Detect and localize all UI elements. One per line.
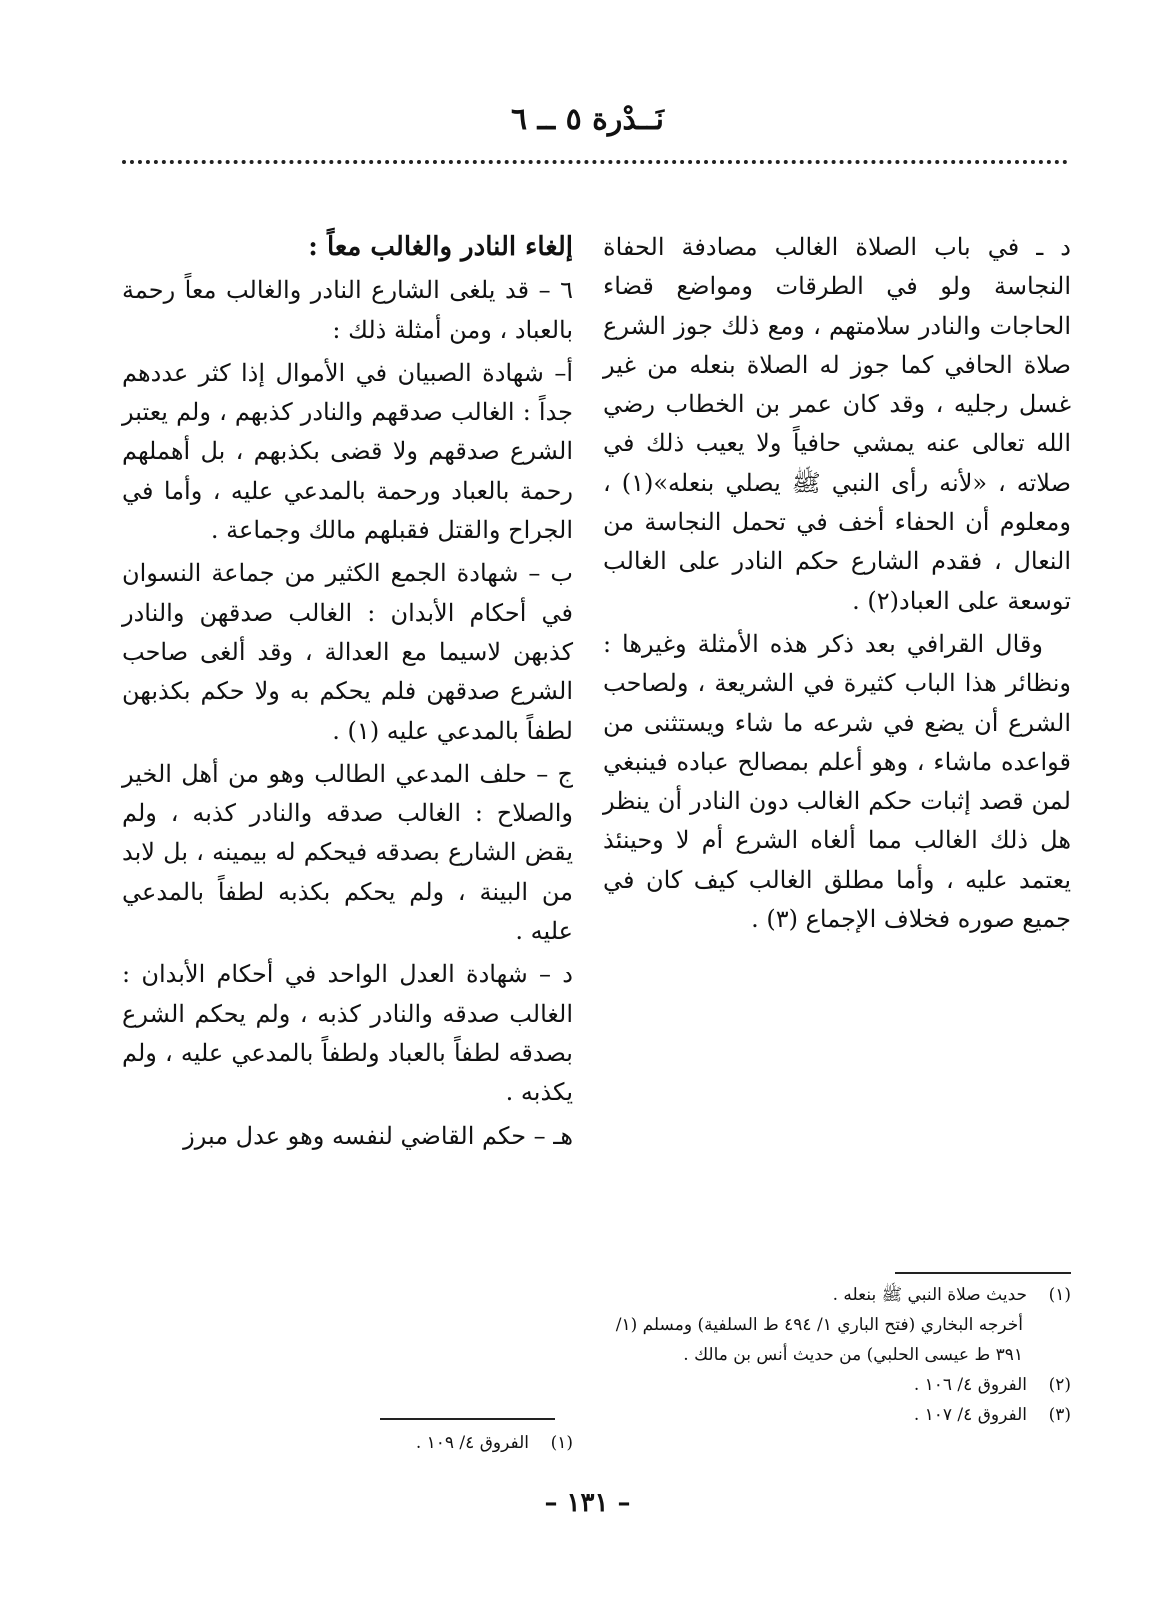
body-paragraph: د – شهادة العدل الواحد في أحكام الأبدان : الغالب صدقه والنادر كذبه ، ولم يحكم الشرع بصدقه لطفاً بالعباد ولطفاً بالمدعي عليه ، ولم يكذبه . [122, 960, 573, 1107]
body-paragraph: ب – شهادة الجمع الكثير من جماعة النسوان في أحكام الأبدان : الغالب صدقهن والنادر كذبهن لاسيما مع العدالة ، وقد ألغى صاحب الشرع صدقهن فلم يحكم به ولا حكم بكذبهن لطفاً بالمدعي عليه (١) . [122, 559, 573, 745]
left-column [122, 228, 573, 1160]
footnotes-right [603, 1280, 1071, 1430]
body-paragraph: د ـ في باب الصلاة الغالب مصادفة الحفاة النجاسة ولو في الطرقات ومواضع قضاء الحاجات والنادر سلامتهم ، ومع ذلك جوز الشرع صلاة الحافي كما جوز له الصلاة بنعله من غير غسل رجليه ، وقد كان عمر بن الخطاب رضي الله تعالى عنه يمشي حافياً ولا يعيب ذلك في صلاته ، «لأنه رأى النبي ﷺ يصلي بنعله»(١) ، ومعلوم أن الحفاء أخف في تحمل النجاسة من النعال ، فقدم الشارع حكم النادر على الغالب توسعة على العباد(٢) . [603, 233, 1071, 615]
section-heading: إلغاء النادر والغالب معاً : [308, 232, 573, 262]
body-paragraph: وقال القرافي بعد ذكر هذه الأمثلة وغيرها : ونظائر هذا الباب كثيرة في الشريعة ، ولصاحب الشرع أن يضع في شرعه ما شاء ويستثنى من قواعده ماشاء ، وهو أعلم بمصالح عباده فينبغي لمن قصد إثبات حكم الغالب دون النادر أن ينظر هل ذلك الغالب مما ألغاه الشرع أم لا وحينئذ يعتمد عليه ، وأما مطلق الغالب كيف كان في جميع صوره فخلاف الإجماع (٣) . [603, 629, 1071, 934]
footnote [603, 1280, 1071, 1310]
footnote-separator [380, 1418, 555, 1420]
body-paragraph: أ– شهادة الصبيان في الأموال إذا كثر عددهم جداً : الغالب صدقهم والنادر كذبهم ، ولم يعتبر الشرع صدقهم ولا قضى بكذبهم ، بل أهملهم رحمة بالعباد ورحمة بالمدعي عليه ، وأما في الجراح والقتل فقبلهم مالك وجماعة . [122, 358, 573, 545]
page-number: – ١٣١ – [544, 1488, 631, 1518]
header-dotted-rule [122, 160, 1068, 164]
footnote-text: الفروق ٤/ ١٠٦ . [913, 1375, 1027, 1395]
body-paragraph: ج – حلف المدعي الطالب وهو من أهل الخير والصلاح : الغالب صدقه والنادر كذبه ، ولم يقض الشارع بصدقه فيحكم له بيمينه ، بل لابد من البينة ، ولم يحكم بكذبه لطفاً بالمدعي عليه . [122, 759, 573, 946]
footnote-number: (١) [1048, 1285, 1071, 1305]
right-column [603, 228, 1071, 943]
body-paragraph: ٦ – قد يلغى الشارع النادر والغالب معاً رحمة بالعباد ، ومن أمثلة ذلك : [122, 276, 573, 344]
footnote-separator [895, 1272, 1071, 1274]
footnote-continuation: أخرجه البخاري (فتح الباري ١/ ٤٩٤ ط السلفية) ومسلم (١/ ٣٩١ ط عيسى الحلبي) من حديث أنس بن مالك . [615, 1315, 1023, 1365]
footnote-number: (٢) [1048, 1375, 1071, 1395]
footnote-number: (٣) [1048, 1405, 1071, 1425]
footnote-text: حديث صلاة النبي ﷺ بنعله . [832, 1285, 1027, 1305]
running-header: نَــدْرة ٥ ــ ٦ [510, 102, 665, 137]
footnote-number: (١) [550, 1433, 573, 1453]
footnotes-left [122, 1428, 573, 1458]
footnote [603, 1370, 1071, 1400]
footnote-text: الفروق ٤/ ١٠٧ . [913, 1405, 1027, 1425]
footnote-text: الفروق ٤/ ١٠٩ . [415, 1433, 529, 1453]
footnote [122, 1428, 573, 1458]
footnote [603, 1400, 1071, 1430]
body-paragraph: هـ – حكم القاضي لنفسه وهو عدل مبرز [183, 1121, 573, 1150]
